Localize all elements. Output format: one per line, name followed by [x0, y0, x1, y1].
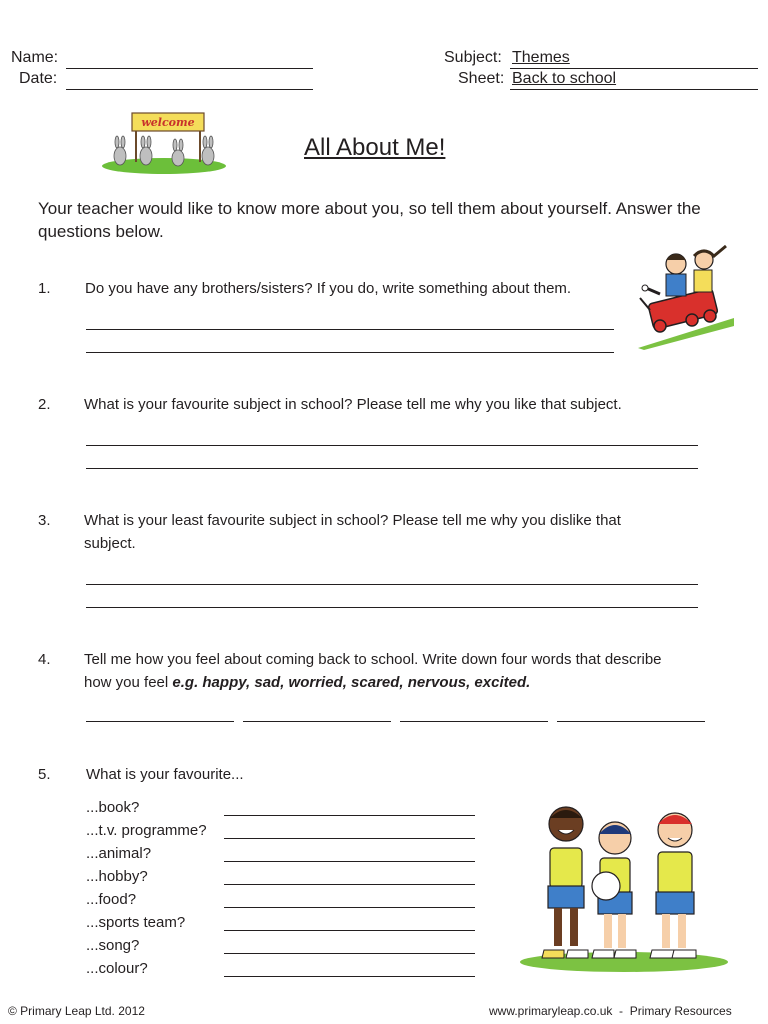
feeling-word-line[interactable]	[86, 721, 234, 722]
answer-line[interactable]	[86, 584, 698, 585]
question-4-number: 4.	[38, 651, 51, 668]
question-1-number: 1.	[38, 280, 51, 297]
footer-copyright: © Primary Leap Ltd. 2012	[8, 1004, 145, 1018]
name-field[interactable]	[66, 50, 313, 69]
sheet-value: Back to school	[512, 70, 617, 87]
answer-line[interactable]	[86, 329, 614, 330]
feeling-word-line[interactable]	[243, 721, 391, 722]
date-field[interactable]	[66, 71, 313, 90]
footer-website[interactable]: www.primaryleap.co.uk - Primary Resources	[489, 1004, 732, 1018]
answer-line[interactable]	[86, 607, 698, 608]
date-label: Date:	[19, 70, 58, 87]
favourite-label-food: ...food?	[86, 891, 137, 908]
sheet-label: Sheet:	[458, 70, 505, 87]
three-boys-illustration	[518, 800, 730, 976]
favourite-label-book: ...book?	[86, 799, 140, 816]
intro-text: Your teacher would like to know more about you, so tell them about yourself. Answer the questions below.	[38, 199, 701, 241]
welcome-banner-text: welcome	[141, 116, 195, 129]
question-1-text: Do you have any brothers/sisters? If you do, write something about them.	[85, 280, 572, 297]
question-4-examples: e.g. happy, sad, worried, scared, nervous, excited.	[172, 674, 531, 691]
favourite-label-colour: ...colour?	[86, 960, 148, 977]
question-4-prompt: Tell me how you feel about coming back to school. Write down four words that describe how you feel	[84, 651, 662, 691]
subject-label: Subject:	[444, 49, 502, 66]
question-2-text: What is your favourite subject in school? Please tell me why you like that subject.	[84, 396, 622, 413]
favourite-label-sports-team: ...sports team?	[86, 914, 186, 931]
favourite-label-song: ...song?	[86, 937, 140, 954]
subject-value: Themes	[512, 49, 570, 66]
question-5-text: What is your favourite...	[86, 766, 244, 783]
welcome-rabbits-illustration	[100, 110, 230, 176]
answer-line[interactable]	[86, 352, 614, 353]
favourite-hobby-line[interactable]	[224, 884, 475, 885]
favourite-animal-line[interactable]	[224, 861, 475, 862]
answer-line[interactable]	[86, 445, 698, 446]
question-2-number: 2.	[38, 396, 51, 413]
favourite-label-tv: ...t.v. programme?	[86, 822, 207, 839]
favourite-label-animal: ...animal?	[86, 845, 152, 862]
favourite-colour-line[interactable]	[224, 976, 475, 977]
feeling-word-line[interactable]	[400, 721, 548, 722]
favourite-tv-line[interactable]	[224, 838, 475, 839]
favourite-food-line[interactable]	[224, 907, 475, 908]
question-5-number: 5.	[38, 766, 51, 783]
favourite-song-line[interactable]	[224, 953, 475, 954]
favourite-label-hobby: ...hobby?	[86, 868, 148, 885]
name-label: Name:	[11, 49, 59, 66]
question-3-text: What is your least favourite subject in school? Please tell me why you dislike that subject.	[84, 512, 621, 552]
favourite-book-line[interactable]	[224, 815, 475, 816]
feeling-word-line[interactable]	[557, 721, 705, 722]
favourite-sports-team-line[interactable]	[224, 930, 475, 931]
answer-line[interactable]	[86, 468, 698, 469]
question-3-number: 3.	[38, 512, 51, 529]
question-4-text	[84, 648, 684, 694]
kids-in-wagon-illustration	[636, 240, 736, 350]
page-title: All About Me!	[304, 134, 446, 161]
